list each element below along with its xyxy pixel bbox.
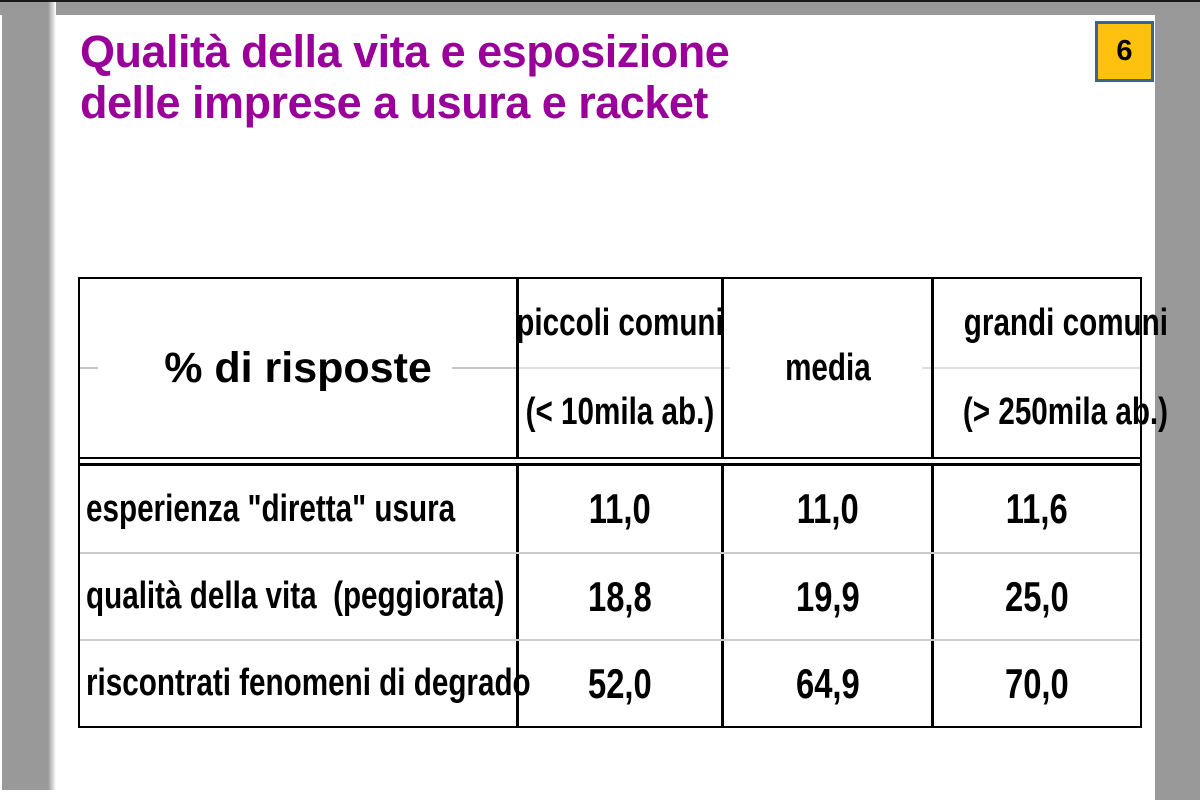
- slide-title-line2: delle imprese a usura e racket: [80, 77, 708, 128]
- header-media-label: media: [784, 346, 871, 389]
- header-small-towns-sub: (< 10mila ab.): [525, 391, 715, 433]
- header-cell-large-towns: [931, 279, 1197, 457]
- header-large-towns-sub: (> 250mila ab.): [962, 391, 1169, 433]
- row-value-small: [516, 554, 721, 639]
- row-value-media: [721, 466, 931, 552]
- table-header-row: [80, 279, 1169, 459]
- value-text: 70,0: [1005, 659, 1069, 707]
- slide-number: 6: [1116, 35, 1133, 67]
- value-text: 11,0: [796, 485, 859, 532]
- row-label-cell: [80, 466, 516, 552]
- table-row: [80, 552, 1140, 639]
- row-value-large: [931, 554, 1140, 639]
- row-label: qualità della vita (peggiorata): [86, 575, 505, 617]
- viewer-background-left: [2, 2, 48, 790]
- slide-page: [56, 15, 1169, 800]
- slide-number-badge: [1095, 21, 1154, 82]
- table-body: [80, 463, 1140, 726]
- row-value-small: [516, 641, 721, 726]
- page-left-shadow: [48, 2, 56, 790]
- row-value-large: [931, 466, 1140, 552]
- table-row: [80, 466, 1140, 552]
- slide-title-line1: Qualità della vita e esposizione: [80, 26, 730, 77]
- row-value-small: [516, 466, 721, 552]
- value-text: 64,9: [795, 659, 860, 707]
- header-cell-responses: [80, 279, 516, 457]
- header-large-towns-label: grandi comuni: [963, 302, 1168, 344]
- value-text: 25,0: [1005, 572, 1069, 620]
- row-label-cell: [80, 554, 516, 639]
- row-label-cell: [80, 641, 531, 726]
- value-text: 11,6: [1006, 485, 1068, 532]
- header-cell-media: [721, 279, 931, 457]
- row-value-large: [931, 641, 1140, 726]
- value-text: 19,9: [795, 572, 860, 620]
- value-text: 52,0: [588, 659, 652, 707]
- viewer-background-top: [0, 2, 1200, 15]
- row-value-media: [721, 641, 931, 726]
- value-text: 18,8: [588, 572, 652, 620]
- table-row: [80, 639, 1140, 726]
- header-responses-label: % di risposte: [164, 343, 432, 392]
- row-value-media: [721, 554, 931, 639]
- row-label: riscontrati fenomeni di degrado: [86, 662, 531, 704]
- row-label: esperienza "diretta" usura: [86, 487, 456, 530]
- data-table: [78, 277, 1169, 728]
- header-cell-small-towns: [516, 279, 724, 457]
- value-text: 11,0: [589, 485, 651, 532]
- slide-title: [80, 26, 729, 128]
- header-small-towns-label: piccoli comuni: [516, 302, 724, 344]
